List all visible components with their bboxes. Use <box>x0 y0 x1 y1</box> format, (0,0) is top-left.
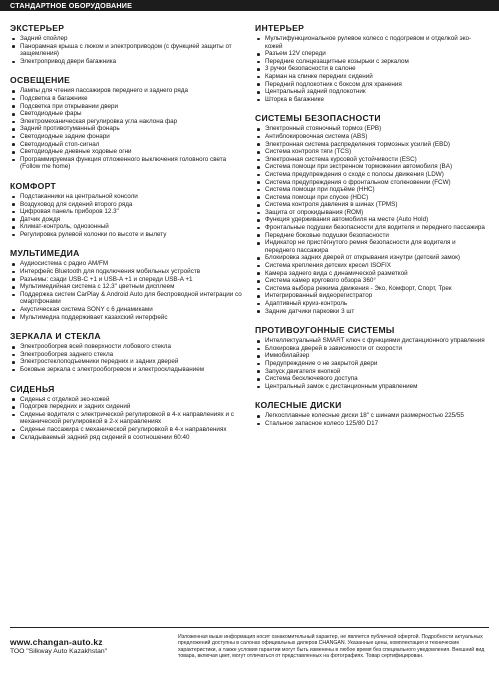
feature-item: Интегрированный видеорегистратор <box>255 292 487 300</box>
feature-item: Электронная система распределения тормозных усилий (EBD) <box>255 141 487 149</box>
section-title: КОМФОРТ <box>10 180 57 191</box>
feature-list <box>255 337 487 390</box>
feature-item: Боковые зеркала с электрообогревом и электроскладыванием <box>10 366 248 374</box>
section <box>255 325 487 390</box>
feature-item: Климат-контроль, однозонный <box>10 223 248 231</box>
company-name: ТОО "Silkway Auto Kazakhstan" <box>10 648 108 655</box>
section <box>10 248 248 321</box>
feature-item: Светодиодные дневные ходовые огни <box>10 148 248 156</box>
feature-item: Функция удерживания автомобиля на месте (Auto Hold) <box>255 216 487 224</box>
feature-item: Система крепления детских кресел ISOFIX <box>255 262 487 270</box>
feature-item: Система предупреждения о сходе с полосы движения (LDW) <box>255 171 487 179</box>
feature-item: Электростеклоподъемники передних и задних дверей <box>10 358 248 366</box>
section <box>255 23 487 103</box>
feature-item: Предупреждение о не закрытой двери <box>255 360 487 368</box>
feature-item: Электрообогрев всей поверхности лобового стекла <box>10 343 248 351</box>
website-link[interactable]: www.changan-auto.kz <box>10 637 103 647</box>
left-column <box>10 23 248 451</box>
feature-item: Сиденья с отделкой эко-кожей <box>10 396 248 404</box>
feature-item: Подстаканники на центральной консоли <box>10 193 248 201</box>
feature-item: Защита от опрокидывания (ROM) <box>255 209 487 217</box>
feature-item: Электрообогрев заднего стекла <box>10 351 248 359</box>
feature-item: Сиденье пассажира с механической регулировкой в 4-х направлениях <box>10 426 248 434</box>
feature-item: Центральный задний подлокотник <box>255 88 487 96</box>
section-title: ОСВЕЩЕНИЕ <box>10 75 71 86</box>
feature-item: Датчик дождя <box>10 216 248 224</box>
feature-item: Лампы для чтения пассажиров переднего и заднего ряда <box>10 87 248 95</box>
feature-list <box>10 260 248 321</box>
feature-list <box>10 193 248 239</box>
feature-item: Подогрев передних и задних сидений <box>10 403 248 411</box>
feature-item: Электропривод двери багажника <box>10 58 248 66</box>
feature-item: Поддержка систем CarPlay & Android Auto для беспроводной интеграции со смартфонами <box>10 291 248 306</box>
feature-item: Система контроля тяги (TCS) <box>255 148 487 156</box>
feature-item: Воздуховод для сидений второго ряда <box>10 201 248 209</box>
feature-item: Фронтальные подушки безопасности для водителя и переднего пассажира <box>255 224 487 232</box>
section <box>255 113 487 315</box>
section <box>10 23 248 65</box>
feature-item: Иммобилайзер <box>255 352 487 360</box>
feature-item: Мультифункциональное рулевое колесо с подогревом и отделкой эко-кожей <box>255 35 487 50</box>
feature-item: Антиблокировочная система (ABS) <box>255 133 487 141</box>
feature-item: Блокировка дверей в зависимости от скорости <box>255 345 487 353</box>
feature-item: Подсветка в багажнике <box>10 95 248 103</box>
feature-item: Программируемая функция отложенного выключения головного света (Follow me home) <box>10 156 248 171</box>
section-title: МУЛЬТИМЕДИА <box>10 248 80 259</box>
feature-item: Система помощи при подъёме (HHC) <box>255 186 487 194</box>
feature-item: Камера заднего вида с динамической разметкой <box>255 270 487 278</box>
feature-item: Светодиодный стоп-сигнал <box>10 141 248 149</box>
feature-item: Мультимедиа поддерживает казахский интерфейс <box>10 314 248 322</box>
feature-list <box>10 35 248 65</box>
feature-item: Светодиодные задние фонари <box>10 133 248 141</box>
feature-item: Складываемый задний ряд сидений в соотношении 60:40 <box>10 434 248 442</box>
feature-list <box>10 87 248 171</box>
footer <box>0 627 499 699</box>
feature-item: Интерфейс Bluetooth для подключения мобильных устройств <box>10 268 248 276</box>
section-title: СИСТЕМЫ БЕЗОПАСНОСТИ <box>255 113 381 124</box>
feature-item: Передние солнцезащитные козырьки с зеркалом <box>255 58 487 66</box>
feature-item: Задний спойлер <box>10 35 248 43</box>
section <box>10 331 248 373</box>
feature-item: Центральный замок с дистанционным управлением <box>255 383 487 391</box>
footer-divider <box>10 627 489 628</box>
feature-item: Электронная система курсовой устойчивости (ESC) <box>255 156 487 164</box>
feature-item: Мультимедийная система с 12.3" цветным дисплеем <box>10 283 248 291</box>
feature-item: 3 ручки безопасности в салоне <box>255 65 487 73</box>
section-title: ЗЕРКАЛА И СТЕКЛА <box>10 331 101 342</box>
feature-item: Цифровая панель приборов 12.3" <box>10 208 248 216</box>
feature-item: Задний противотуманный фонарь <box>10 125 248 133</box>
section <box>255 400 487 427</box>
feature-item: Стальное запасное колесо 125/80 D17 <box>255 420 487 428</box>
feature-item: Электромеханическая регулировка угла наклона фар <box>10 118 248 126</box>
feature-item: Регулировка рулевой колонки по высоте и вылету <box>10 231 248 239</box>
section-title: КОЛЕСНЫЕ ДИСКИ <box>255 400 342 411</box>
feature-item: Светодиодные фары <box>10 110 248 118</box>
feature-item: Карман на спинке передних сидений <box>255 73 487 81</box>
feature-list <box>10 396 248 442</box>
disclaimer-text: Изложенная выше информация носит ознакомительный характер, не является публичной офертой. Подробности актуальных предложений доступны в салонах официальных дилеров CHANGAN. Указанные цены, комплектация и технические характеристики, а также условия гарантии могут быть изменены в любое время без специального уведомления. Внешний вид товара, включая цвет, могут отличаться от представленных на фотографиях. Товар сертифицирован. <box>178 634 485 660</box>
feature-item: Сиденье водителя с электрической регулировкой в 4-х направлениях и с механической регулировкой в 2-х направлениях <box>10 411 248 426</box>
feature-item: Акустическая система SONY с 6 динамиками <box>10 306 248 314</box>
section-title: ИНТЕРЬЕР <box>255 23 305 33</box>
section-title: ПРОТИВОУГОННЫЕ СИСТЕМЫ <box>255 325 395 336</box>
header-bar <box>0 0 499 11</box>
feature-item: Панорамная крыша с люком и электроприводом (с функцией защиты от защемления) <box>10 43 248 58</box>
feature-item: Блокировка задних дверей от открывания изнутри (детский замок) <box>255 254 487 262</box>
feature-item: Электронный стояночный тормоз (EPB) <box>255 125 487 133</box>
feature-list <box>10 343 248 373</box>
feature-item: Адаптивный круиз-контроль <box>255 300 487 308</box>
feature-item: Индикатор не пристёгнутого ремня безопасности для водителя и переднего пассажира <box>255 239 487 254</box>
section <box>10 181 248 239</box>
feature-item: Система бесключевого доступа <box>255 375 487 383</box>
feature-item: Разъем 12V спереди <box>255 50 487 58</box>
feature-item: Запуск двигателя кнопкой <box>255 368 487 376</box>
feature-list <box>255 125 487 315</box>
right-column <box>255 23 487 438</box>
feature-item: Шторка в багажнике <box>255 96 487 104</box>
feature-item: Разъемы: сзади USB-C +1 и USB-A +1 и спереди USB-A +1 <box>10 276 248 284</box>
feature-item: Легкосплавные колесные диски 18" с шинами размерностью 225/55 <box>255 412 487 420</box>
feature-item: Система выбора режима движения - Эко, Комфорт, Спорт, Трек <box>255 285 487 293</box>
feature-item: Интеллектуальный SMART ключ с функциями дистанционного управления <box>255 337 487 345</box>
feature-item: Подсветка при открывании двери <box>10 103 248 111</box>
section-title: ЭКСТЕРЬЕР <box>10 23 65 33</box>
feature-item: Система контроля давления в шинах (TPMS) <box>255 201 487 209</box>
feature-item: Передний подлокотник с боксом для хранения <box>255 81 487 89</box>
feature-item: Аудиосистема с радио AM/FM <box>10 260 248 268</box>
feature-list <box>255 412 487 427</box>
feature-item: Задние датчики парковки 3 шт <box>255 308 487 316</box>
feature-item: Система помощи при экстренном торможении автомобиля (BA) <box>255 163 487 171</box>
feature-item: Передние боковые подушки безопасности <box>255 232 487 240</box>
feature-list <box>255 35 487 103</box>
section <box>10 384 248 442</box>
page-title: СТАНДАРТНОЕ ОБОРУДОВАНИЕ <box>10 1 133 10</box>
feature-item: Система предупреждения о фронтальном столкновении (FCW) <box>255 179 487 187</box>
feature-item: Система камер кругового обзора 360° <box>255 277 487 285</box>
section-title: СИДЕНЬЯ <box>10 383 55 394</box>
section <box>10 75 248 171</box>
feature-item: Система помощи при спуске (HDC) <box>255 194 487 202</box>
